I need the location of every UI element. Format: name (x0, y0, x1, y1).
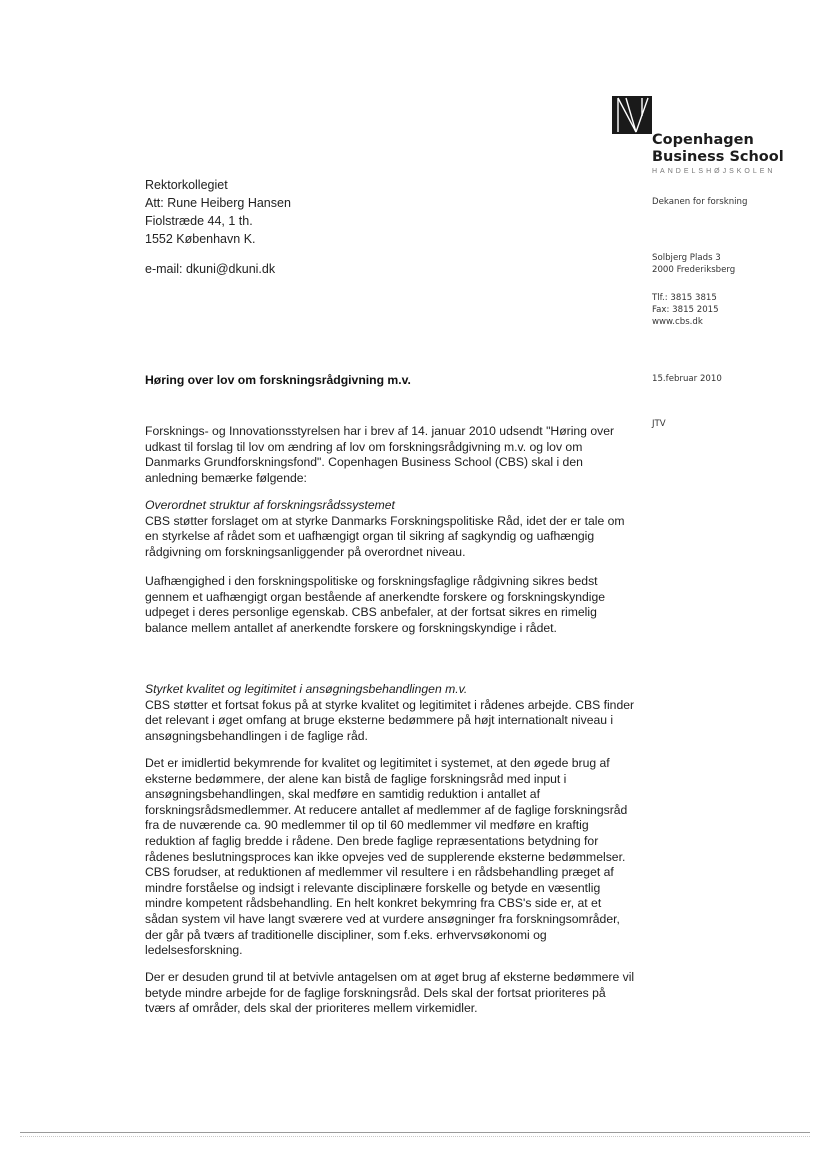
paragraph-intro (145, 424, 635, 486)
sender-initials: JTV (652, 419, 666, 429)
recipient-att: Att: Rune Heiberg Hansen (145, 196, 291, 210)
paragraph-quality-1: CBS støtter et fortsat fokus på at styrke kvalitet og legitimitet i rådenes arbejde. CBS finder det relevant i øget omfang at bruge eksterne bedømmere på højt internationalt niveau i ansøgningsbehandlingen i de faglige råd. (145, 697, 635, 743)
paragraph-independence (145, 574, 635, 636)
sender-department: Dekanen for forskning (652, 197, 748, 207)
section-quality (145, 682, 635, 744)
cbs-logo-mark-icon (612, 96, 652, 134)
intro-text: Forsknings- og Innovationsstyrelsen har i brev af 14. januar 2010 udsendt "Høring over udkast til forslag til lov om ændring af lov om forskningsrådgivning m.v. og lov om Danmarks Grundforskningsfond". Copenhagen Business School (CBS) skal i den anledning bemærke følgende: (145, 424, 615, 485)
paragraph-quality-2: Det er imidlertid bekymrende for kvalitet og legitimitet i systemet, at den øgede brug af eksterne bedømmere, der alene kan bistå de faglige forskningsråd med input i ansøgningsbehandlingen, skal medføre en samtidig reduktion i antallet af forskningsrådsmedlemmer. At reducere antallet af medlemmer af de faglige forskningsråd fra de nuværende ca. 90 medlemmer til op til 60 medlemmer vil medføre en kraftig reduktion af faglig bredde i rådene. Den brede faglige repræsentations betydning for rådenes beslutningsproces kan ikke opvejes ved de supplerende eksterne bedømmelser. CBS forudser, at reduktionen af medlemmer vil resultere i en rådsbehandling præget af mindre forståelse og indsigt i relevante disciplinære forskelle og betyde en væsentlig mindre kompetent rådsbehandling. En helt konkret bekymring fra CBS's side er, at et sådan system vil have langt sværere ved at vurdere ansøgninger fra forskningsområder, der går på tværs af traditionelle discipliner, som f.eks. erhvervsøkonomi og ledelsesforskning. (145, 756, 628, 958)
logo-line1: Copenhagen (652, 132, 754, 148)
logo-subtitle: HANDELSHØJSKOLEN (652, 168, 776, 175)
paragraph-concern (145, 756, 635, 959)
sender-street: Solbjerg Plads 3 (652, 253, 721, 263)
sender-address (652, 252, 735, 276)
sender-fax: Fax: 3815 2015 (652, 305, 719, 315)
footer-rule-dotted (20, 1136, 810, 1137)
section-structure (145, 498, 635, 560)
recipient-org: Rektorkollegiet (145, 178, 228, 192)
paragraph-quality-3: Der er desuden grund til at betvivle antagelsen om at øget brug af eksterne bedømmere vil betyde mindre arbejde for de faglige forskningsråd. Dels skal der fortsat prioriteres på tværs af områder, dels skal der prioriteres mellem virkemidler. (145, 970, 635, 1016)
sender-contact (652, 292, 719, 328)
logo-wordmark (652, 132, 784, 166)
recipient-email: e-mail: dkuni@dkuni.dk (145, 262, 276, 276)
paragraph-structure-1: CBS støtter forslaget om at styrke Danmarks Forskningspolitiske Råd, idet der er tale om en styrkelse af rådet som et uafhængigt organ til sikring af sagkyndig og uafhængig rådgivning om forskningsanliggender på overordnet niveau. (145, 513, 625, 559)
recipient-street: Fiolstræde 44, 1 th. (145, 214, 253, 228)
paragraph-doubt (145, 970, 635, 1017)
paragraph-structure-2: Uafhængighed i den forskningspolitiske og forskningsfaglige rådgivning sikres bedst gennem et uafhængigt organ bestående af anerkendte forskere og forskningskyndige udpeget i deres personlige egenskab. CBS anbefaler, at der fortsat sikres en rimelig balance mellem antallet af anerkendte forskere og forskningskyndige i rådet. (145, 574, 606, 635)
logo-line2: Business School (652, 149, 784, 165)
footer-rule (20, 1132, 810, 1133)
sender-web: www.cbs.dk (652, 317, 703, 327)
section-heading-quality: Styrket kvalitet og legitimitet i ansøgningsbehandlingen m.v. (145, 682, 468, 696)
section-heading-structure: Overordnet struktur af forskningsrådssystemet (145, 498, 395, 512)
letter-date: 15.februar 2010 (652, 374, 722, 384)
recipient-address (145, 176, 291, 248)
recipient-city: 1552 København K. (145, 232, 256, 246)
letter-subject: Høring over lov om forskningsrådgivning m.v. (145, 373, 411, 387)
sender-phone: Tlf.: 3815 3815 (652, 293, 717, 303)
sender-city: 2000 Frederiksberg (652, 265, 736, 275)
